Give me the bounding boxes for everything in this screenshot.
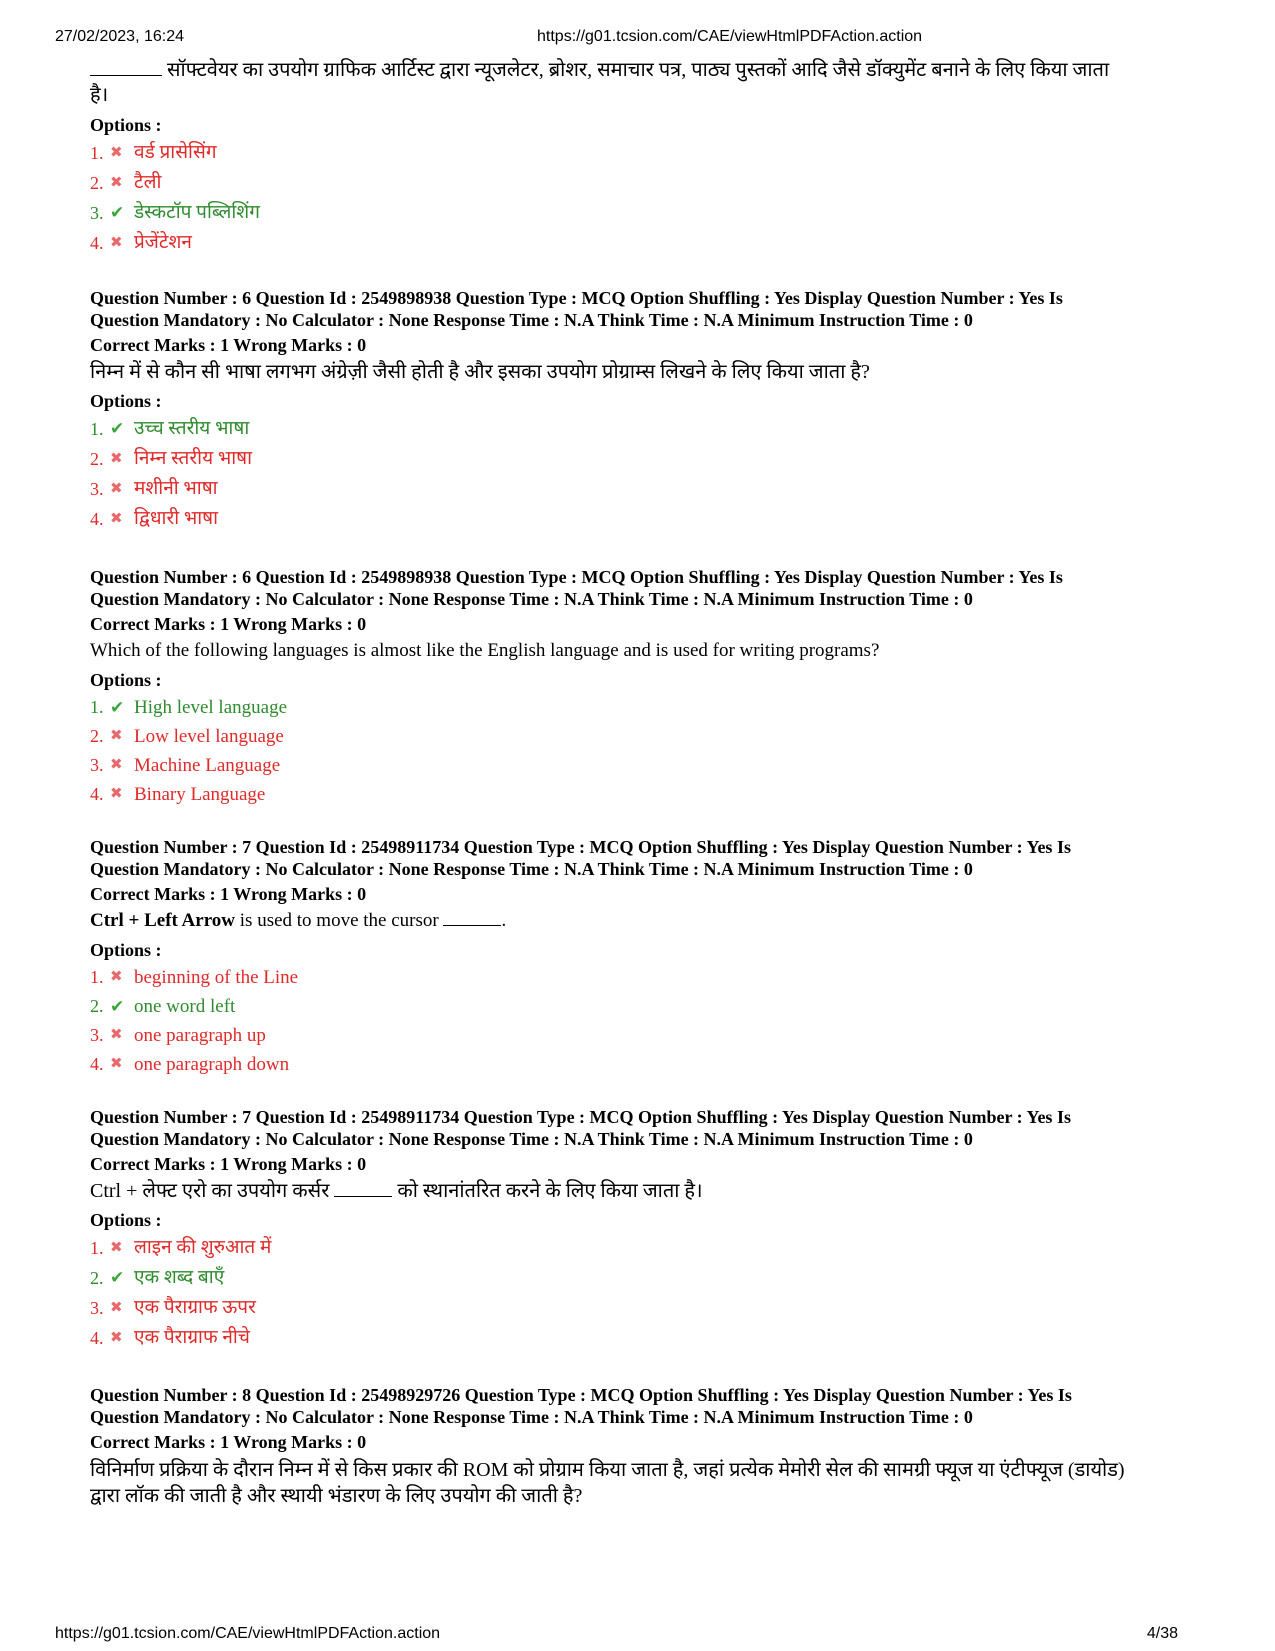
check-icon: ✔ [110,203,125,222]
cross-icon: ✖ [110,786,123,802]
option-item [90,444,1200,474]
page-number: 4/38 [1146,1625,1178,1642]
check-icon: ✔ [110,419,125,438]
option-item [90,198,1200,228]
question-meta-line: Question Number : 7 Question Id : 25498911734 Question Type : MCQ Option Shuffling : Yes Display Question Number : Yes Is [90,837,1071,857]
option-item [90,1293,1200,1323]
question-text [90,1457,1200,1509]
option-text: Low level language [134,726,284,747]
option-item [90,474,1200,504]
question-meta [90,566,1200,610]
footer-url: https://g01.tcsion.com/CAE/viewHtmlPDFAction.action [55,1625,441,1642]
option-text: एक पैराग्राफ नीचे [134,1327,250,1348]
cross-icon: ✖ [110,1240,123,1256]
marks-line: Correct Marks : 1 Wrong Marks : 0 [90,335,367,355]
question-meta [90,287,1200,331]
question-block-1 [90,287,1200,534]
option-text: एक शब्द बाएँ [134,1267,225,1288]
option-text: वर्ड प्रासेसिंग [134,142,217,163]
option-number: 1. [90,697,104,717]
option-text: प्रेजेंटेशन [134,232,192,253]
cross-icon: ✖ [110,1027,123,1043]
option-number: 4. [90,233,104,253]
option-text: उच्च स्तरीय भाषा [134,418,250,439]
print-url: https://g01.tcsion.com/CAE/viewHtmlPDFAction.action [537,28,923,45]
question-meta-line: Question Mandatory : No Calculator : None Response Time : N.A Think Time : N.A Minimum Instruction Time : 0 [90,1407,973,1427]
options-list [90,963,1200,1079]
cross-icon: ✖ [110,175,123,191]
question-text-bold: Ctrl + Left Arrow [90,910,236,931]
option-number: 4. [90,1328,104,1348]
question-meta-line: Question Mandatory : No Calculator : None Response Time : N.A Think Time : N.A Minimum Instruction Time : 0 [90,310,973,330]
options-label: Options : [90,1210,162,1230]
question-block-4 [90,1106,1200,1353]
options-label: Options : [90,115,162,135]
cross-icon: ✖ [110,1300,123,1316]
options-label: Options : [90,670,162,690]
question-meta-line: Question Mandatory : No Calculator : None Response Time : N.A Think Time : N.A Minimum Instruction Time : 0 [90,859,973,879]
option-item [90,1263,1200,1293]
option-number: 3. [90,755,104,775]
marks-line: Correct Marks : 1 Wrong Marks : 0 [90,884,367,904]
option-number: 4. [90,784,104,804]
cross-icon: ✖ [110,145,123,161]
question-text-part: is used to move the cursor [235,910,444,931]
answer-blank [90,75,162,76]
cross-icon: ✖ [110,511,123,527]
question-text [90,909,1200,933]
option-number: 2. [90,1268,104,1288]
option-item [90,722,1200,751]
option-item [90,138,1200,168]
option-number: 1. [90,1238,104,1258]
option-number: 3. [90,479,104,499]
options-list [90,138,1200,258]
cross-icon: ✖ [110,969,123,985]
question-block-2 [90,566,1200,809]
option-number: 2. [90,449,104,469]
options-label: Options : [90,940,162,960]
option-item [90,992,1200,1021]
option-number: 4. [90,509,104,529]
option-item [90,228,1200,258]
option-text: डेस्कटॉप पब्लिशिंग [134,202,260,223]
option-number: 1. [90,967,104,987]
option-item [90,693,1200,722]
option-number: 4. [90,1054,104,1074]
option-number: 2. [90,173,104,193]
question-block-0 [90,58,1200,258]
question-meta [90,836,1200,880]
question-block-5 [90,1384,1200,1513]
marks-line: Correct Marks : 1 Wrong Marks : 0 [90,1154,367,1174]
option-text: द्विधारी भाषा [134,508,219,529]
options-list [90,1233,1200,1353]
option-item [90,1323,1200,1353]
print-datetime: 27/02/2023, 16:24 [55,28,185,45]
cross-icon: ✖ [110,1330,123,1346]
option-text: Machine Language [134,755,281,776]
options-list [90,693,1200,809]
check-icon: ✔ [110,997,125,1016]
question-text: Which of the following languages is almost like the English language and is used for writing programs? [90,640,880,661]
check-icon: ✔ [110,698,125,717]
answer-blank [443,925,501,926]
option-text: मशीनी भाषा [134,478,218,499]
question-meta-line: Question Mandatory : No Calculator : None Response Time : N.A Think Time : N.A Minimum Instruction Time : 0 [90,1129,973,1149]
option-text: one paragraph down [134,1054,290,1075]
question-text-part: Ctrl + लेफ्ट एरो का उपयोग कर्सर [90,1180,335,1202]
cross-icon: ✖ [110,451,123,467]
option-number: 2. [90,996,104,1016]
question-text-part: को स्थानांतरित करने के लिए किया जाता है। [392,1180,703,1202]
option-number: 1. [90,419,104,439]
option-text: High level language [134,697,288,718]
option-text: एक पैराग्राफ ऊपर [134,1297,256,1318]
option-item [90,504,1200,534]
option-text: लाइन की शुरुआत में [134,1237,272,1258]
question-meta-line: Question Number : 6 Question Id : 2549898938 Question Type : MCQ Option Shuffling : Yes Display Question Number : Yes Is [90,567,1063,587]
question-meta-line: Question Number : 8 Question Id : 25498929726 Question Type : MCQ Option Shuffling : Yes Display Question Number : Yes Is [90,1385,1072,1405]
answer-blank [334,1196,392,1197]
question-text-part: . [501,910,507,931]
option-text: निम्न स्तरीय भाषा [134,448,253,469]
option-item [90,780,1200,809]
option-text: one paragraph up [134,1025,266,1046]
cross-icon: ✖ [110,728,123,744]
option-number: 1. [90,143,104,163]
options-list [90,414,1200,534]
question-text: निम्न में से कौन सी भाषा लगभग अंग्रेज़ी जैसी होती है और इसका उपयोग प्रोग्राम्स लिखने के लिए किया जाता है? [90,361,870,383]
cross-icon: ✖ [110,481,123,497]
option-item [90,1021,1200,1050]
question-text-part: विनिर्माण प्रक्रिया के दौरान निम्न में से किस प्रकार की ROM को प्रोग्राम किया जाता है, जहां प्रत्येक मेमोरी सेल की सामग्री फ्यूज या एंटीफ्यूज (डायोड) [90,1459,1125,1481]
question-text [90,58,1200,108]
question-text-part: द्वारा लॉक की जाती है और स्थायी भंडारण के लिए उपयोग की जाती है? [90,1485,583,1507]
question-meta-line: Question Number : 7 Question Id : 25498911734 Question Type : MCQ Option Shuffling : Yes Display Question Number : Yes Is [90,1107,1071,1127]
question-meta [90,1106,1200,1150]
question-text [90,1179,1200,1203]
question-text-part: सॉफ्टवेयर का उपयोग ग्राफिक आर्टिस्ट द्वारा न्यूजलेटर, ब्रोशर, समाचार पत्र, पाठ्य पुस्तकों आदि जैसे डॉक्युमेंट बनाने के लिए किया जाता [162,59,1110,81]
option-text: one word left [134,996,236,1017]
option-item [90,751,1200,780]
options-label: Options : [90,391,162,411]
question-meta-line: Question Number : 6 Question Id : 2549898938 Question Type : MCQ Option Shuffling : Yes Display Question Number : Yes Is [90,288,1063,308]
marks-line: Correct Marks : 1 Wrong Marks : 0 [90,1432,367,1452]
option-number: 3. [90,1298,104,1318]
option-number: 3. [90,1025,104,1045]
option-item [90,414,1200,444]
option-number: 3. [90,203,104,223]
question-text-part: है। [90,84,109,106]
option-number: 2. [90,726,104,746]
option-item [90,168,1200,198]
option-item [90,963,1200,992]
marks-line: Correct Marks : 1 Wrong Marks : 0 [90,614,367,634]
option-text: टैली [134,172,162,193]
check-icon: ✔ [110,1268,125,1287]
question-block-3 [90,836,1200,1079]
cross-icon: ✖ [110,757,123,773]
cross-icon: ✖ [110,235,123,251]
option-item [90,1050,1200,1079]
option-item [90,1233,1200,1263]
option-text: beginning of the Line [134,967,299,988]
option-text: Binary Language [134,784,266,805]
cross-icon: ✖ [110,1056,123,1072]
question-meta-line: Question Mandatory : No Calculator : None Response Time : N.A Think Time : N.A Minimum Instruction Time : 0 [90,589,973,609]
question-meta [90,1384,1200,1428]
